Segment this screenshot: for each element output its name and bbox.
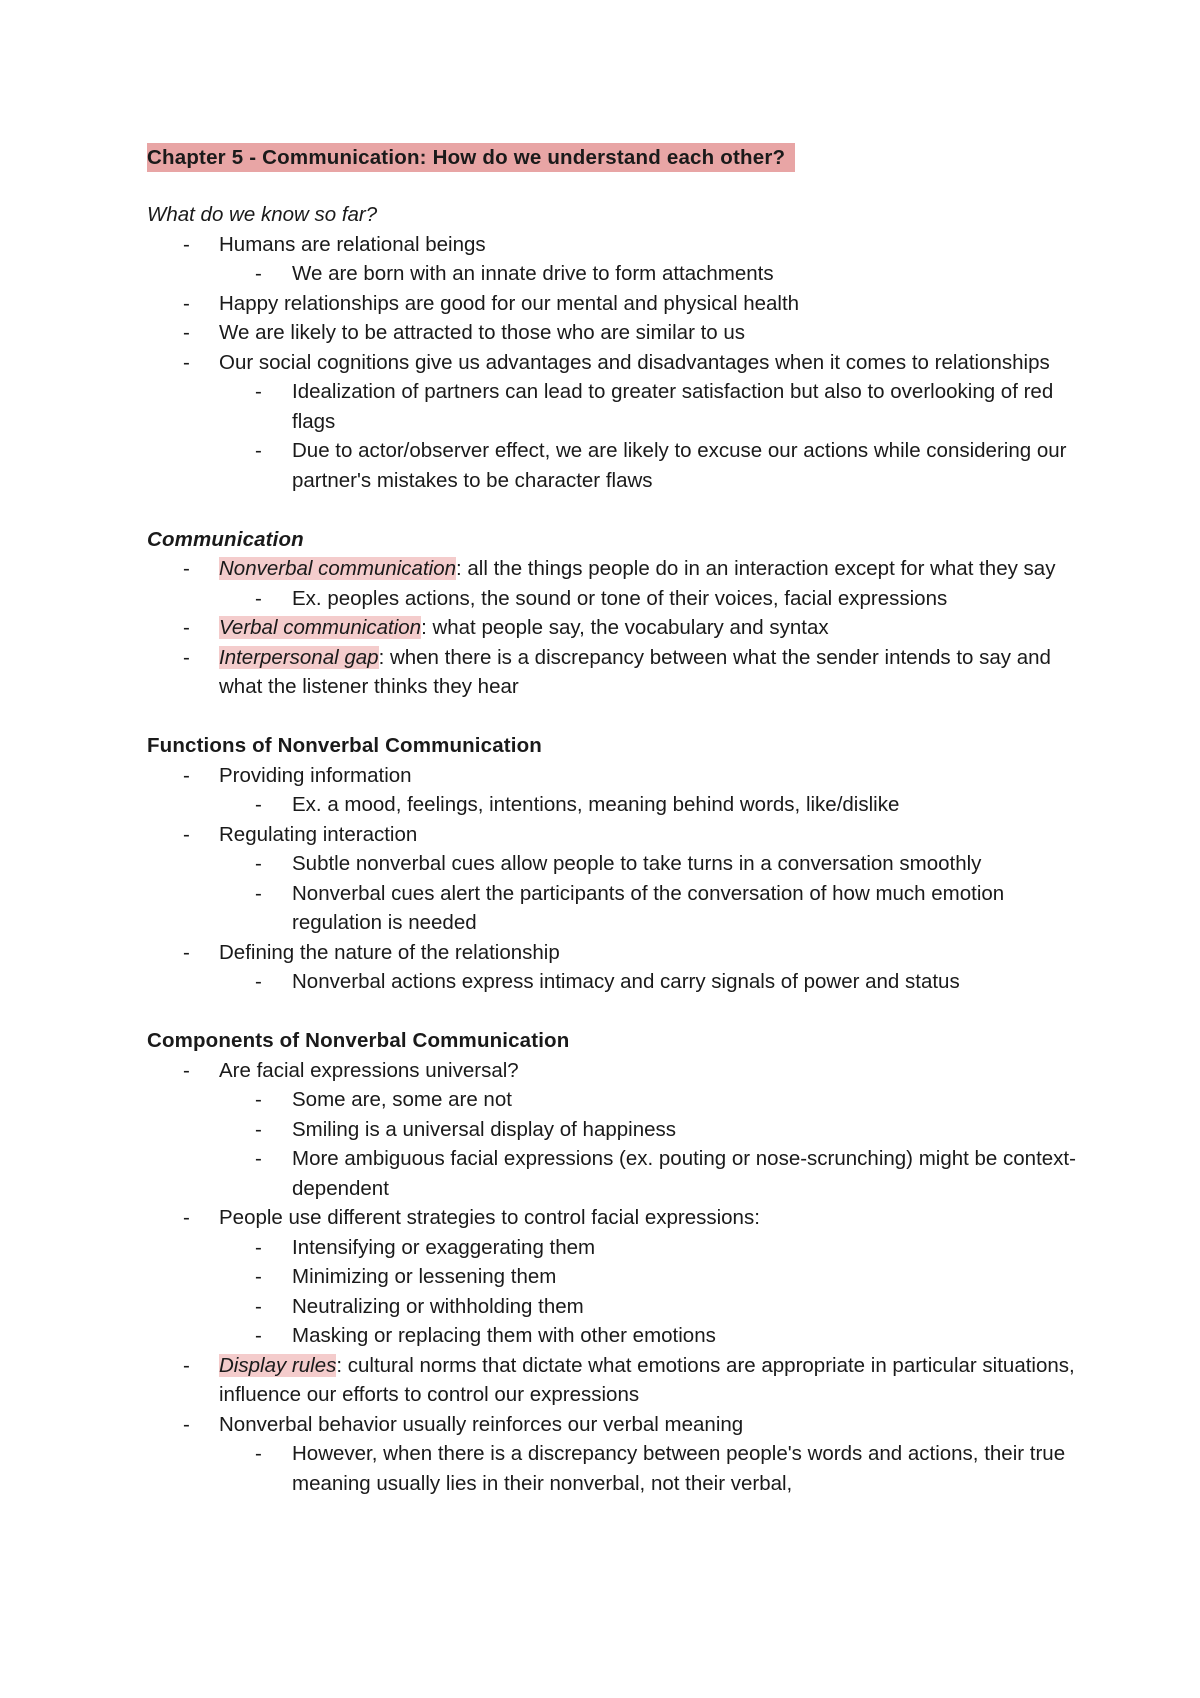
list-item: - Ex. a mood, feelings, intentions, meaning behind words, like/dislike (147, 790, 1077, 820)
list-item: - Providing information (147, 761, 1077, 791)
bullet-dash: - (183, 350, 190, 374)
bullet-dash: - (183, 645, 190, 669)
section-heading: Components of Nonverbal Communication (147, 1029, 570, 1052)
bullet-dash: - (183, 1353, 190, 1377)
highlighted-term: Nonverbal communication (219, 557, 457, 580)
list-item: - Masking or replacing them with other emotions (147, 1321, 1077, 1351)
highlighted-term: Display rules (219, 1353, 337, 1377)
bullet-dash: - (183, 616, 190, 639)
list-item: - Are facial expressions universal? (147, 1056, 1077, 1086)
bullet-dash: - (183, 822, 190, 846)
bullet-dash: - (255, 1117, 262, 1141)
list-item: - We are born with an innate drive to form attachments (147, 259, 1077, 289)
list-item: - People use different strategies to control facial expressions: (147, 1203, 1077, 1233)
list-item: - Nonverbal behavior usually reinforces our verbal meaning (147, 1410, 1077, 1440)
functions-section (147, 731, 1077, 997)
chapter-title-row (147, 143, 1077, 172)
chapter-title: Chapter 5 - Communication: How do we understand each other? (147, 143, 795, 172)
section-heading: Communication (147, 527, 304, 551)
bullet-dash: - (255, 262, 262, 285)
list-item: - Smiling is a universal display of happiness (147, 1115, 1077, 1145)
bullet-dash: - (183, 1058, 190, 1082)
list-item: - Happy relationships are good for our mental and physical health (147, 289, 1077, 319)
bullet-dash: - (255, 1265, 262, 1288)
bullet-dash: - (183, 557, 190, 580)
list-item: - Our social cognitions give us advantages and disadvantages when it comes to relationships (147, 348, 1077, 378)
bullet-dash: - (183, 1412, 190, 1436)
bullet-dash: - (255, 970, 262, 993)
bullet-dash: - (183, 291, 190, 315)
list-item: - Due to actor/observer effect, we are likely to excuse our actions while considering our partner's mistakes to be character flaws (147, 436, 1077, 495)
list-item: - Intensifying or exaggerating them (147, 1233, 1077, 1263)
list-item: - Nonverbal actions express intimacy and carry signals of power and status (147, 967, 1077, 997)
bullet-dash: - (255, 1442, 262, 1465)
highlighted-term: Verbal communication (219, 616, 422, 639)
bullet-dash: - (255, 793, 262, 816)
list-item: - Neutralizing or withholding them (147, 1292, 1077, 1322)
document-body (147, 143, 1077, 1498)
list-item: - Minimizing or lessening them (147, 1262, 1077, 1292)
bullet-dash: - (255, 1324, 262, 1347)
bullet-dash: - (183, 321, 190, 344)
bullet-dash: - (183, 232, 190, 256)
list-item: - However, when there is a discrepancy between people's words and actions, their true meaning usually lies in their nonverbal, not their verbal, (147, 1439, 1077, 1498)
list-item: - Interpersonal gap: when there is a discrepancy between what the sender intends to say and what the listener thinks they hear (147, 643, 1077, 702)
bullet-dash: - (255, 1088, 262, 1111)
communication-section (147, 525, 1077, 702)
bullet-dash: - (183, 1206, 190, 1229)
bullet-dash: - (255, 1294, 262, 1318)
bullet-dash: - (255, 586, 262, 610)
list-item: - Subtle nonverbal cues allow people to take turns in a conversation smoothly (147, 849, 1077, 879)
list-item: - Nonverbal cues alert the participants of the conversation of how much emotion regulation is needed (147, 879, 1077, 938)
list-item: - Nonverbal communication: all the things people do in an interaction except for what they say (147, 554, 1077, 584)
intro-section (147, 200, 1077, 495)
list-item: - Idealization of partners can lead to greater satisfaction but also to overlooking of red flags (147, 377, 1077, 436)
list-item: - Verbal communication: what people say, the vocabulary and syntax (147, 613, 1077, 643)
list-item: - Regulating interaction (147, 820, 1077, 850)
list-item: - Defining the nature of the relationship (147, 938, 1077, 968)
list-item: - Humans are relational beings (147, 230, 1077, 260)
components-section (147, 1026, 1077, 1498)
bullet-dash: - (183, 940, 190, 964)
bullet-dash: - (255, 852, 262, 875)
bullet-dash: - (183, 763, 190, 787)
bullet-dash: - (255, 1235, 262, 1259)
list-item: - Some are, some are not (147, 1085, 1077, 1115)
list-item: - We are likely to be attracted to those who are similar to us (147, 318, 1077, 348)
bullet-dash: - (255, 881, 262, 905)
bullet-dash: - (255, 380, 262, 403)
section-heading: Functions of Nonverbal Communication (147, 734, 542, 757)
highlighted-term: Interpersonal gap (219, 645, 379, 669)
list-item: - More ambiguous facial expressions (ex. pouting or nose-scrunching) might be context-dependent (147, 1144, 1077, 1203)
bullet-dash: - (255, 439, 262, 462)
list-item: - Ex. peoples actions, the sound or tone of their voices, facial expressions (147, 584, 1077, 614)
list-item: - Display rules: cultural norms that dictate what emotions are appropriate in particular situations, influence our efforts to control our expressions (147, 1351, 1077, 1410)
bullet-dash: - (255, 1147, 262, 1170)
intro-question: What do we know so far? (147, 203, 378, 226)
